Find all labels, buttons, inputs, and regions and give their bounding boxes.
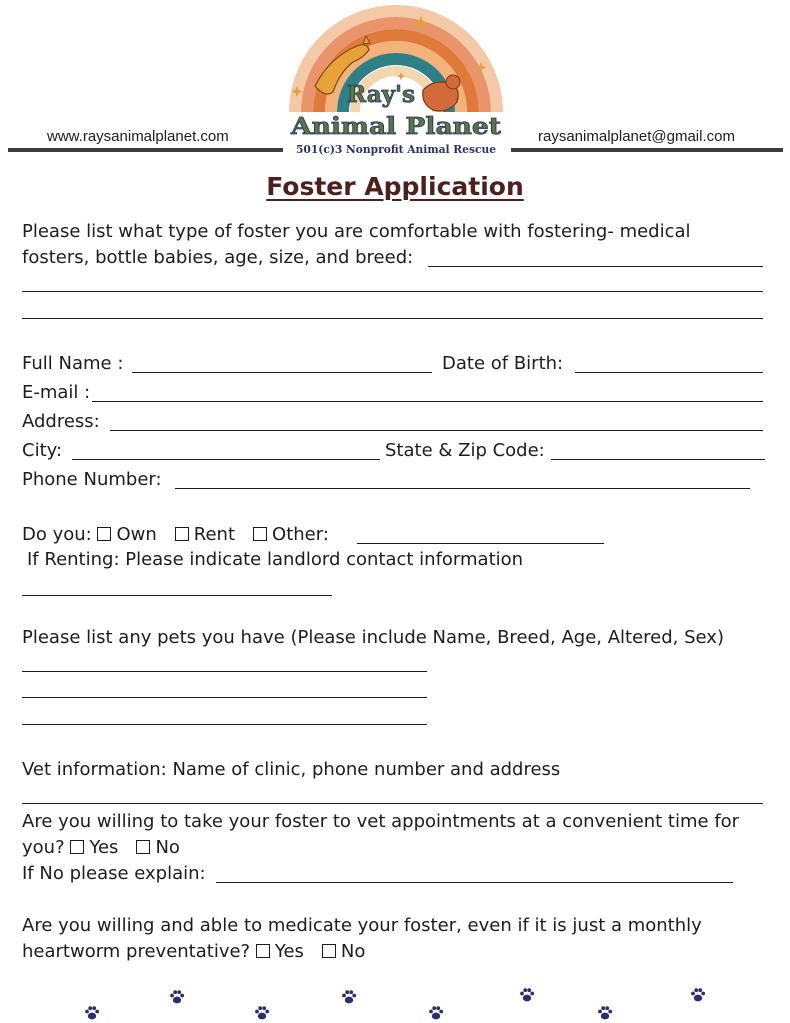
vet-yes-label: Yes <box>89 837 119 858</box>
full-name-label: Full Name : <box>22 353 124 374</box>
medicate-question-line1: Are you willing and able to medicate your foster, even if it is just a monthly <box>22 915 702 936</box>
form-title <box>0 172 790 201</box>
rent-option-label: Rent <box>193 524 236 545</box>
vet-info-label: Vet information: Name of clinic, phone number and address <box>22 759 561 780</box>
medicate-no-label: No <box>340 941 366 962</box>
state-zip-label: State & Zip Code: <box>385 440 545 461</box>
paw-print-icon <box>341 989 357 1005</box>
medicate-no-option[interactable] <box>322 941 365 962</box>
paw-print-icon <box>428 1005 444 1021</box>
phone-field[interactable] <box>175 488 750 489</box>
dob-field[interactable] <box>575 372 763 373</box>
state-zip-field[interactable] <box>551 459 765 460</box>
explain-field[interactable] <box>216 882 733 883</box>
medicate-no-checkbox[interactable] <box>322 944 336 958</box>
email-label: E-mail : <box>22 382 91 403</box>
foster-type-field-3[interactable] <box>22 318 763 319</box>
landlord-contact-field[interactable] <box>22 595 332 596</box>
pets-field-3[interactable] <box>22 724 427 725</box>
rent-option[interactable] <box>175 524 235 545</box>
email-text: raysanimalplanet@gmail.com <box>538 128 735 145</box>
paw-print-icon <box>690 987 706 1003</box>
vet-info-field[interactable] <box>22 803 763 804</box>
full-name-field[interactable] <box>132 372 432 373</box>
rent-checkbox[interactable] <box>175 527 189 541</box>
medicate-yes-option[interactable] <box>256 941 304 962</box>
paw-print-icon <box>84 1005 100 1021</box>
foster-type-field-1[interactable] <box>428 266 763 267</box>
email-field[interactable] <box>92 401 763 402</box>
own-option[interactable] <box>97 524 156 545</box>
other-option-label: Other: <box>272 524 329 545</box>
pets-field-2[interactable] <box>22 697 427 698</box>
rays-animal-planet-logo <box>285 2 507 158</box>
medicate-yes-checkbox[interactable] <box>256 944 270 958</box>
housing-row <box>22 523 329 547</box>
medicate-heartworm-text: heartworm preventative? <box>22 941 251 962</box>
do-you-label: Do you: <box>22 524 92 545</box>
medicate-yes-label: Yes <box>274 941 304 962</box>
header-rule-right <box>511 148 783 152</box>
own-option-label: Own <box>116 524 157 545</box>
phone-label: Phone Number: <box>22 469 162 490</box>
foster-type-field-2[interactable] <box>22 291 763 292</box>
form-title-text: Foster Application <box>266 172 524 201</box>
address-label: Address: <box>22 411 100 432</box>
paw-print-icon <box>254 1005 270 1021</box>
vet-appointments-question-line2 <box>22 836 180 860</box>
logo-name-line2: Animal Planet <box>289 113 502 140</box>
other-option[interactable] <box>253 524 329 545</box>
explain-label: If No please explain: <box>22 863 206 884</box>
pets-label: Please list any pets you have (Please include Name, Breed, Age, Altered, Sex) <box>22 627 724 648</box>
vet-yes-option[interactable] <box>70 837 118 858</box>
logo-name-line1: Ray's <box>347 81 415 108</box>
vet-no-checkbox[interactable] <box>136 840 150 854</box>
other-housing-field[interactable] <box>357 543 604 544</box>
renting-label: If Renting: Please indicate landlord contact information <box>27 549 524 570</box>
header-rule-left <box>8 148 283 152</box>
paw-print-icon <box>597 1005 613 1021</box>
medicate-question-line2 <box>22 940 365 964</box>
foster-type-question-line2: fosters, bottle babies, age, size, and breed: <box>22 247 414 268</box>
paw-print-icon <box>169 989 185 1005</box>
pets-field-1[interactable] <box>22 671 427 672</box>
paw-print-icon <box>519 987 535 1003</box>
other-checkbox[interactable] <box>253 527 267 541</box>
own-checkbox[interactable] <box>97 527 111 541</box>
vet-no-option[interactable] <box>136 837 179 858</box>
address-field[interactable] <box>110 430 763 431</box>
logo-tagline: 501(c)3 Nonprofit Animal Rescue <box>296 143 496 156</box>
city-field[interactable] <box>72 459 380 460</box>
dob-label: Date of Birth: <box>442 353 564 374</box>
vet-no-label: No <box>155 837 180 858</box>
vet-appointments-question-line1: Are you willing to take your foster to vet appointments at a convenient time for <box>22 811 740 832</box>
foster-type-question-line1: Please list what type of foster you are comfortable with fostering- medical <box>22 221 691 242</box>
city-label: City: <box>22 440 63 461</box>
vet-appointments-you-text: you? <box>22 837 65 858</box>
website-text: www.raysanimalplanet.com <box>47 128 229 145</box>
vet-yes-checkbox[interactable] <box>70 840 84 854</box>
